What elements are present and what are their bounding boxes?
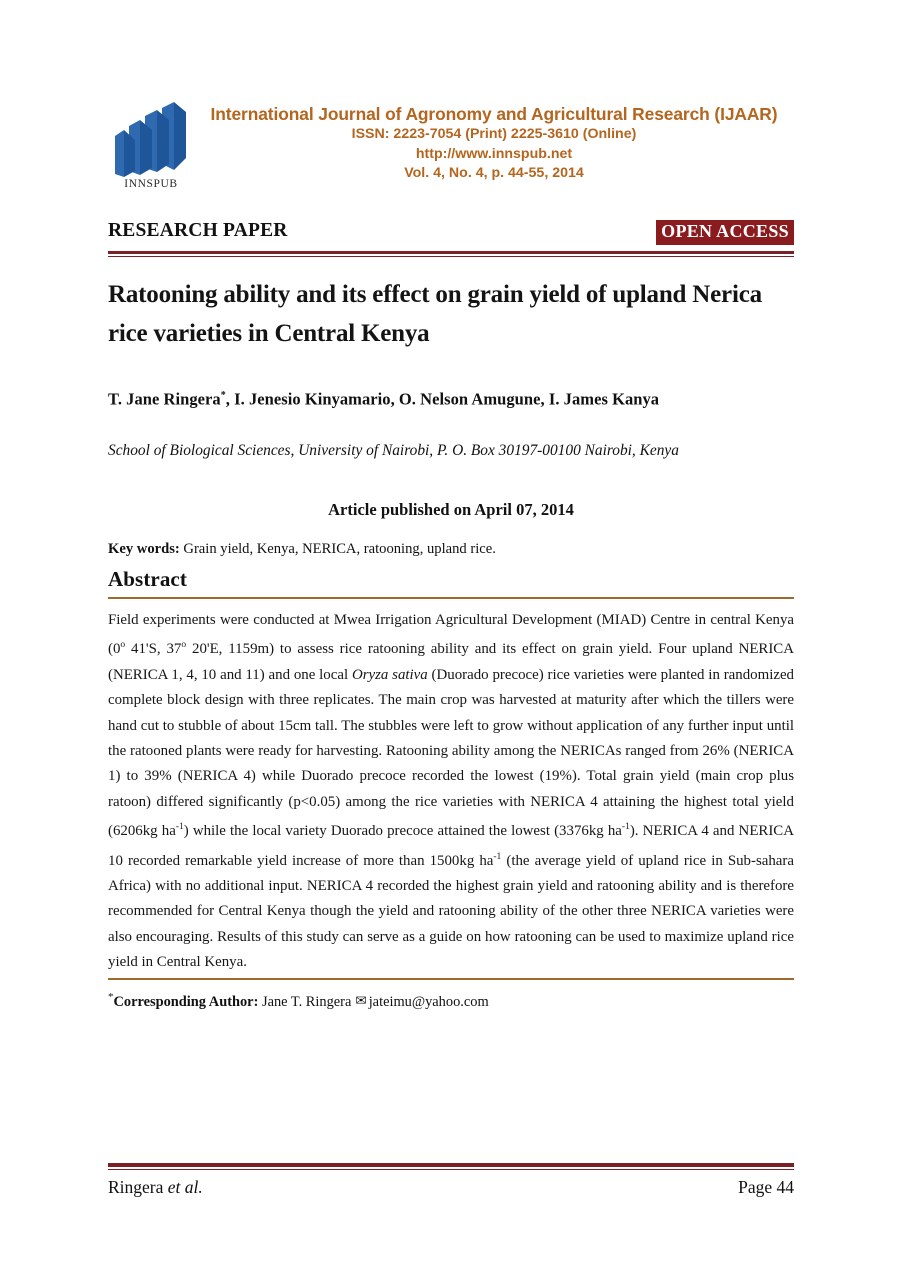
abstract-part-7: (the average yield of upland rice in Sub-sahara Africa) with no additional input. NERICA 4 recorded the highest grain yield and ratooning ability and is therefore recommended for Central Kenya though the yield and ratooning ability of the other three NERICA varieties were also encouraging. Results of this study can serve as a guide on how ratooning can be used to maximize upland rice yield in Central Kenya. (108, 852, 794, 971)
publication-date: Article published on April 07, 2014 (328, 500, 574, 519)
innspub-book-logo-icon (112, 98, 190, 182)
footer-citation-etal: et al. (167, 1176, 203, 1197)
author-list (108, 385, 794, 411)
corresponding-author-line (108, 987, 794, 1012)
open-access-badge: OPEN ACCESS (656, 220, 794, 245)
author-affiliation: School of Biological Sciences, University of Nairobi, P. O. Box 30197-00100 Nairobi, Kenya (108, 442, 679, 459)
footer-citation (108, 1177, 203, 1198)
author-names-primary: T. Jane Ringera (108, 389, 221, 408)
corresponding-author-name: Jane T. Ringera (261, 993, 352, 1010)
author-names-rest: , I. Jenesio Kinyamario, O. Nelson Amugune, I. James Kanya (225, 389, 660, 408)
abstract-part-5: ) while the local variety Duorado precoce attained the lowest (3376kg ha (183, 823, 622, 840)
keywords-values: Grain yield, Kenya, NERICA, ratooning, upland rice. (183, 541, 496, 557)
corresponding-star: * (108, 990, 114, 1003)
journal-volume-info: Vol. 4, No. 4, p. 44-55, 2014 (404, 165, 584, 181)
page-content (108, 0, 794, 1011)
journal-website-link[interactable]: http://www.innspub.net (415, 145, 573, 162)
abstract-part-2: 41'S, 37 (125, 641, 182, 658)
page-title: Ratooning ability and its effect on grain yield of upland Nerica rice varieties in Central Kenya (108, 280, 762, 347)
envelope-icon: ✉ (355, 993, 367, 1009)
abstract-part-3: 20'E, 1159m) to assess rice ratooning ability and its effect on grain yield. Four upland NERICA (NERICA 1, 4, 10 and 11) and one local (108, 641, 794, 683)
corresponding-author-label: Corresponding Author: (113, 993, 259, 1010)
header-divider (108, 251, 794, 257)
page-number: Page 44 (738, 1176, 794, 1197)
publisher-logo-text: INNSPUB (124, 178, 178, 190)
footer-citation-name: Ringera (108, 1176, 168, 1197)
page-footer (108, 1163, 794, 1203)
abstract-heading: Abstract (108, 567, 187, 591)
corresponding-author-email[interactable]: jateimu@yahoo.com (368, 993, 489, 1010)
abstract-part-4: (Duorado precoce) rice varieties were planted in randomized complete block design with three replicates. The main crop was harvested at maturity after which the tillers were hand cut to stubble of about 15cm tall. The stubbles were left to grow without application of any further input until the ratooned plants were ready for harvesting. Ratooning ability among the NERICAs ranged from 26% (NERICA 1) to 39% (NERICA 4) while Duorado precoce recorded the lowest (19%). Total grain yield (main crop plus ratoon) differed significantly (p<0.05) among the rice varieties with NERICA 4 attaining the highest total yield (6206kg ha (108, 666, 795, 840)
superscript-unit-2: -1 (621, 822, 630, 833)
keywords-line (108, 539, 794, 559)
abstract-top-divider (108, 597, 794, 599)
footer-divider (108, 1163, 794, 1170)
journal-issn: ISSN: 2223-7054 (Print) 2225-3610 (Online) (351, 126, 637, 142)
keywords-label: Key words: (108, 541, 180, 557)
publisher-logo (108, 98, 194, 190)
footer-row (108, 1177, 794, 1203)
superscript-unit-1: -1 (175, 822, 184, 833)
journal-info-block (194, 104, 794, 184)
degree-symbol-2: o (181, 640, 187, 651)
abstract-bottom-divider (108, 978, 794, 980)
superscript-unit-3: -1 (493, 851, 502, 862)
paper-type-label: RESEARCH PAPER (108, 220, 288, 241)
abstract-part-1: Field experiments were conducted at Mwea Irrigation Agricultural Development (MIAD) Centre in central Kenya (0 (108, 612, 794, 658)
paper-type-row (108, 220, 794, 248)
abstract-part-6: ). NERICA 4 and NERICA 10 recorded remarkable yield increase of more than 1500kg ha (108, 823, 794, 869)
abstract-text (108, 608, 794, 976)
journal-masthead (108, 96, 794, 214)
species-name-italic: Oryza sativa (351, 666, 428, 683)
degree-symbol-1: o (120, 640, 126, 651)
corresponding-author-marker: * (220, 389, 226, 401)
journal-title: International Journal of Agronomy and Agricultural Research (IJAAR) (210, 104, 778, 124)
